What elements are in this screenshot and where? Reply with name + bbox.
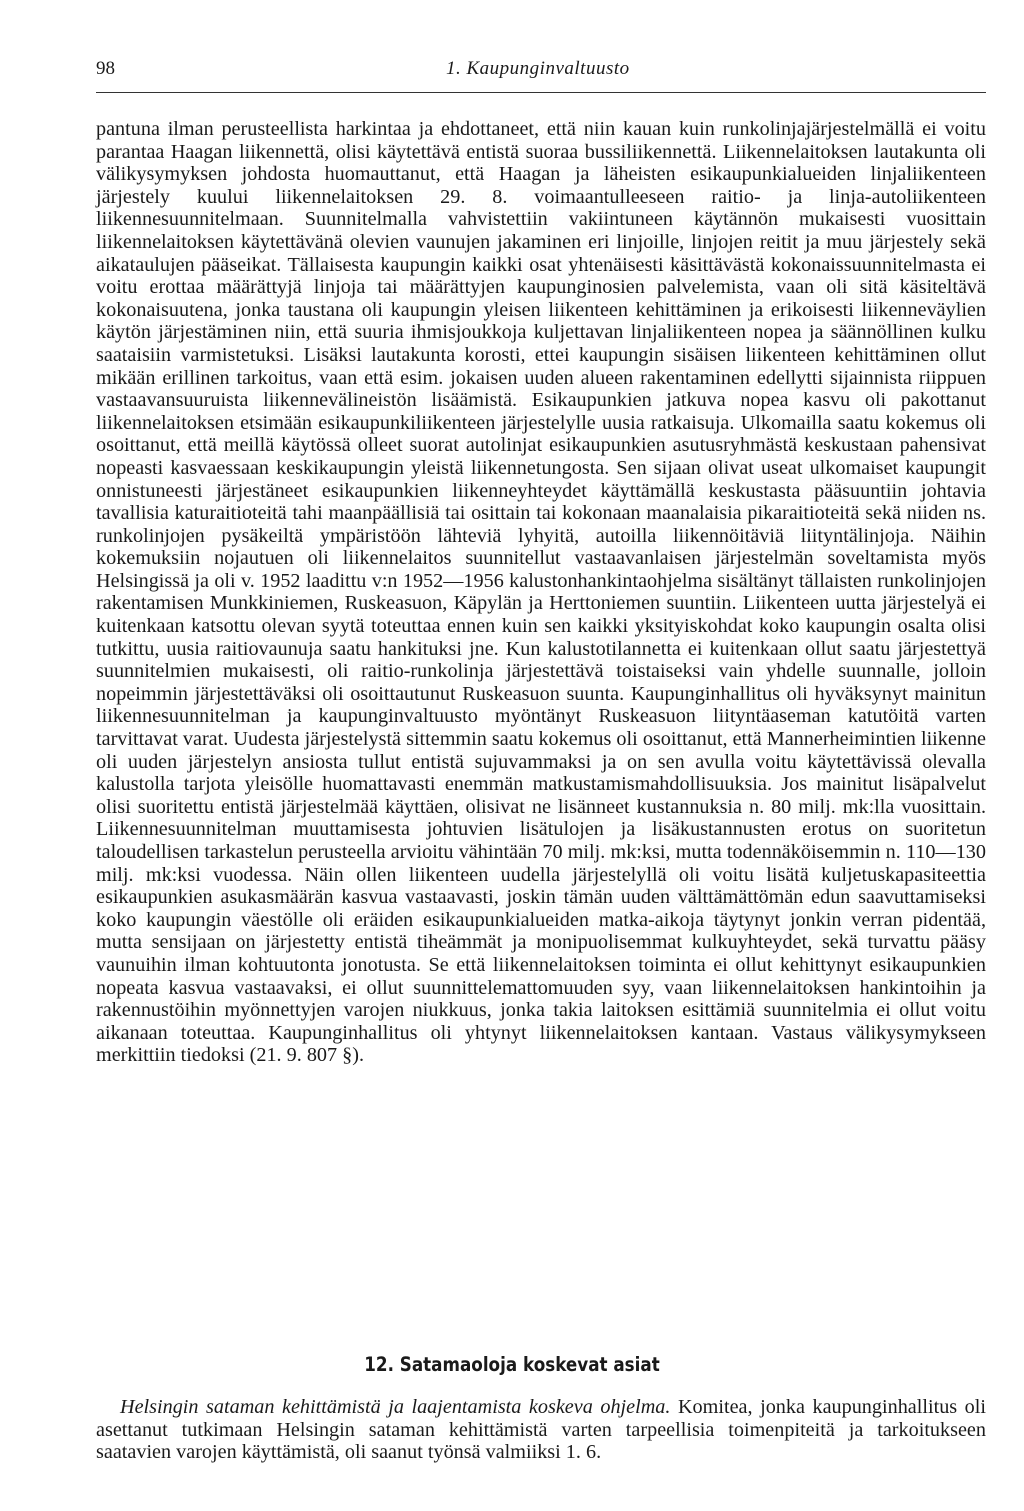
- body-text: [96, 118, 986, 1067]
- page-number: 98: [96, 58, 115, 79]
- body-paragraph: pantuna ilman perusteellista harkintaa ja ehdottaneet, että niin kauan kuin runkolinjajärjestelmällä ei voitu parantaa Haagan liikennettä, olisi käytettävä entistä suoraa bussiliikennettä. Liikennelaitoksen lautakunta oli välikysymyksen johdosta huomauttanut, että Haagan ja läheisten esikaupunkialueiden linjaliikenteen järjestely kuului liikennelaitoksen 29. 8. voimaantulleeseen raitio- ja linja-autoliikenteen liikennesuunnitelmaan. Suunnitelmalla vahvistettiin vakiintuneen käytännön mukaisesti vuosittain liikennelaitoksen käytettävänä olevien vaunujen jakaminen eri linjoille, linjojen reitit ja muu järjestely sekä aikataulujen pääseikat. Tällaisesta kaupungin kaikki osat yhtenäisesti käsittävästä kokonaissuunnitelmasta ei voitu erottaa määrättyjä linjoja tai määrättyjen kaupunginosien palvelemista, vaan oli sitä käsiteltävä kokonaisuutena, jonka taustana oli kaupungin yleisen liikenteen kehittäminen ja erikoisesti liikenneväylien käytön järjestäminen niin, että suuria ihmisjoukkoja kuljettavan linjaliikenteen nopea ja säännöllinen kulku saataisiin varmistetuksi. Lisäksi lautakunta korosti, ettei kaupungin sisäisen liikenteen kehittäminen ollut mikään erillinen tarkoitus, vaan että esim. jokaisen uuden alueen rakentaminen edellytti sijainnista riippuen vastaavansuuruista liikennevälineistön lisäämistä. Esikaupunkien jatkuva nopea kasvu oli pakottanut liikennelaitoksen etsimään esikaupunkiliikenteen järjestelylle uusia ratkaisuja. Ulkomailla saatu kokemus oli osoittanut, että meillä käytössä olleet suorat autolinjat esikaupunkien asutusryhmästä keskustaan pahensivat nopeasti kasvaessaan keskikaupungin yleistä liikennetungosta. Sen sijaan olivat useat ulkomaiset kaupungit onnistuneesti järjestäneet esikaupunkien liikenneyhteydet käyttämällä keskustasta pääsuuntiin johtavia tavallisia katuraitioteitä tahi maanpäällisiä tai osittain tai kokonaan maanalaisia pikaraitioteitä sekä niiden ns. runkolinjojen pysäkeiltä ympäristöön lähteviä lyhyitä, autoilla liikennöitäviä liityntälinjoja. Näihin kokemuksiin nojautuen oli liikennelaitos suunnitellut vastaavanlaisen järjestelmän soveltamista myös Helsingissä ja oli v. 1952 laadittu v:n 1952—1956 kalustonhankintaohjelma sisältänyt tällaisten runkolinjojen rakentamisen Munkkiniemen, Ruskeasuon, Käpylän ja Herttoniemen suuntiin. Liikenteen uutta järjestelyä ei kuitenkaan katsottu olevan syytä toteuttaa ennen kuin sen kaikki yksityiskohdat koko kaupungin osalta olisi tutkittu, uusia raitiovaunuja saatu hankituksi jne. Kun kalustotilannetta ei kuitenkaan ollut saatu järjestettyä suunnitelmien mukaisesti, oli raitio-runkolinja järjestettävä toistaiseksi vain yhdelle suunnalle, jolloin nopeimmin järjestettäväksi oli osoittautunut Ruskeasuon suunta. Kaupunginhallitus oli hyväksynyt mainitun liikennesuunnitelman ja kaupunginvaltuusto myöntänyt Ruskeasuon liityntäaseman katutöitä varten tarvittavat varat. Uudesta järjestelystä sittemmin saatu kokemus oli osoittanut, että Mannerheimintien liikenne oli uuden järjestelyn ansiosta tullut entistä sujuvammaksi ja on sen avulla voitu käytettävissä olevalla kalustolla tarjota yleisölle huomattavasti enemmän matkustamismahdollisuuksia. Jos mainitut lisäpalvelut olisi suoritettu entistä järjestelmää käyttäen, olisivat ne lisänneet kustannuksia n. 80 milj. mk:lla vuosittain. Liikennesuunnitelman muuttamisesta johtuvien lisätulojen ja lisäkustannusten erotus on suoritetun taloudellisen tarkastelun perusteella arvioitu vähintään 70 milj. mk:ksi, mutta todennäköisemmin n. 110—130 milj. mk:ksi vuodessa. Näin ollen liikenteen uudella järjestelyllä oli voitu lisätä kuljetuskapasiteettia esikaupunkien asukasmäärän kasvua vastaavasti, joskin tämän uuden välttämättömän edun saavuttamiseksi koko kaupungin väestölle oli eräiden esikaupunkialueiden matka-aikoja täytynyt jonkin verran pidentää, mutta sensijaan on järjestetty entistä tiheämmät ja monipuolisemmat kulkuyhteydet, sekä turvattu pääsy vaunuihin ilman kohtuutonta jonotusta. Se että liikennelaitoksen toiminta ei ollut kehittynyt esikaupunkien nopeata kasvua vastaavaksi, ei ollut suunnittelemattomuuden syy, vaan liikennelaitoksen hankintoihin ja rakennustöihin myönnettyjen varojen niukkuus, jonka takia laitoksen esittämiä suunnitelmia ei ollut voitu aikanaan toteuttaa. Kaupunginhallitus oli yhtynyt liikennelaitoksen kantaan. Vastaus välikysymykseen merkittiin tiedoksi (21. 9. 807 §).: [96, 118, 986, 1067]
- running-title: 1. Kaupunginvaltuusto: [446, 58, 630, 79]
- section-heading: 12. Satamaoloja koskevat asiat: [364, 1353, 660, 1376]
- section-paragraph: [96, 1396, 986, 1464]
- section-text: Komitea, jonka kaupunginhallitus oli asettanut tutkimaan Helsingin sataman kehittämistä varten tarpeellisia toimenpiteitä ja tarkoitukseen saatavien varojen käyttämistä, oli saanut työnsä valmiiksi 1. 6.: [96, 1396, 986, 1464]
- section-body: [96, 1396, 986, 1464]
- page-header: [96, 58, 986, 93]
- section-lead: Helsingin sataman kehittämistä ja laajentamista koskeva ohjelma.: [120, 1396, 671, 1418]
